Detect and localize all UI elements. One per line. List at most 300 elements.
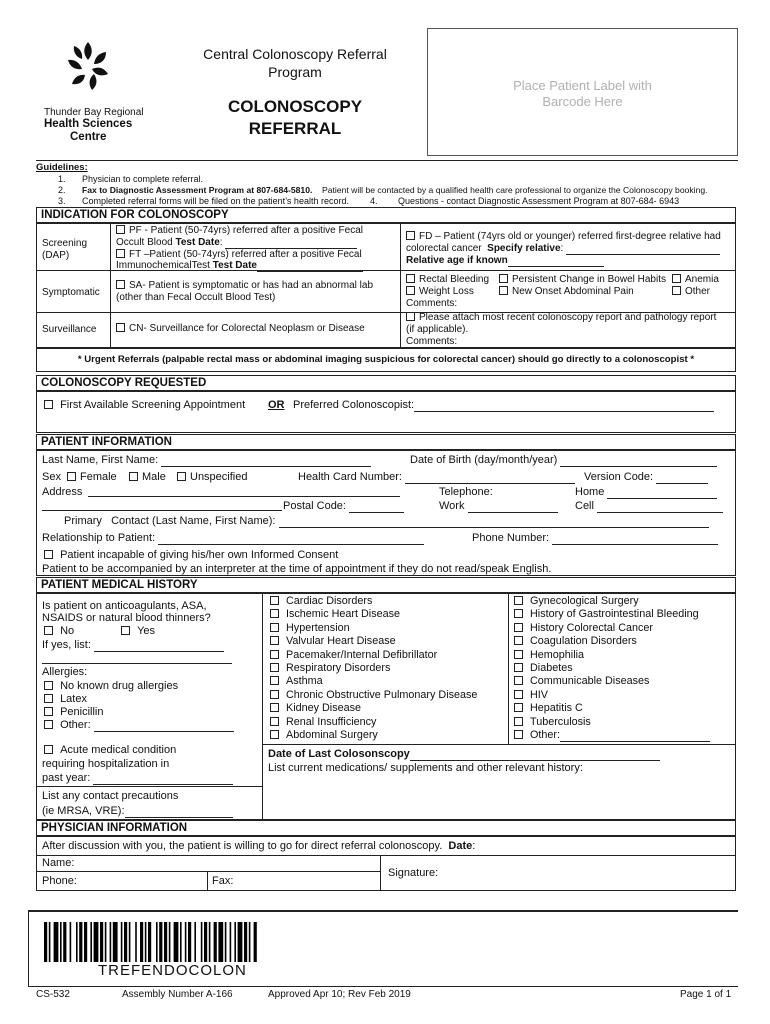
sa-line2: (other than Fecal Occult Blood Test) [116,292,276,303]
condition-checkbox[interactable] [514,623,523,632]
patient-info-heading: PATIENT INFORMATION [36,434,736,450]
pf-text: PF - Patient (50-74yrs) referred after a positive Fecal [129,225,363,236]
guideline-2-num: 2. [58,185,66,195]
if-yes-field-2[interactable] [42,653,232,664]
program-title-line1: Central Colonoscopy Referral [203,46,387,62]
cn-checkbox[interactable] [116,323,125,332]
condition-label: Ischemic Heart Disease [283,608,401,621]
barcode-bar [145,922,147,962]
pf-option[interactable] [116,225,363,237]
home-label: Home [575,486,605,498]
condition-label: Respiratory Disorders [283,662,391,674]
guidelines-heading: Guidelines: [36,162,88,173]
condition-item[interactable] [514,622,653,635]
ft-checkbox[interactable] [116,249,125,258]
acute-condition-option[interactable] [44,744,176,757]
relationship-label: Relationship to Patient: [42,532,156,544]
female-label: Female [80,471,117,483]
no-known-allergies-checkbox[interactable] [44,681,53,690]
condition-label: Diabetes [527,662,573,674]
physician-heading: PHYSICIAN INFORMATION [36,820,736,836]
barcode-bar [169,922,171,962]
attach-report-text: Please attach most recent colonoscopy report and pathology report [419,312,717,323]
urgent-note: * Urgent Referrals (palpable rectal mass or abdominal imaging suspicious for colorectal cancer) should go directly to a colonoscopist * [77,354,695,365]
condition-item[interactable] [514,702,583,715]
barcode-bar [129,922,131,962]
condition-item[interactable] [270,716,376,729]
barcode-bar [76,922,78,962]
anemia-option[interactable] [672,274,719,286]
barcode-bar [135,922,137,962]
guideline-4-num: 4. [370,196,378,206]
phys-row-divider [36,855,736,856]
phys-col-divider [380,855,381,891]
contact-precautions-1: List any contact precautions [42,790,179,802]
condition-label: Renal Insufficiency [283,715,377,728]
version-code [584,471,708,484]
female-checkbox[interactable] [67,472,76,481]
condition-checkbox[interactable] [514,663,523,672]
last-colonoscopy-label: Date of Last Colosonscopy [268,748,410,760]
condition-label: Chronic Obstructive Pulmonary Disease [283,688,478,701]
sex-label: Sex [42,471,61,483]
dob-field[interactable] [560,456,717,467]
other-symptom-checkbox[interactable] [672,286,681,295]
cn-option[interactable] [116,323,365,335]
symptomatic-label: Symptomatic [42,287,100,298]
male-checkbox[interactable] [129,472,138,481]
condition-label: Communicable Diseases [527,675,650,688]
indication-heading: INDICATION FOR COLONOSCOPY [36,207,736,223]
telephone-label: Telephone: [439,486,493,498]
barcode-bar [148,922,151,962]
condition-checkbox[interactable] [514,703,523,712]
condition-item[interactable] [270,662,390,675]
condition-checkbox[interactable] [270,596,279,605]
patient-label-text-1: Place Patient Label with [513,78,652,93]
discussion-text: After discussion with you, the patient is willing to go for direct referral colonoscopy. [42,840,443,852]
barcode-bar [214,922,217,962]
physician-name-label[interactable]: Name: [42,857,75,869]
persistent-change-option[interactable] [499,274,666,286]
condition-label: Cardiac Disorders [283,595,373,607]
condition-label: Asthma [283,675,323,688]
barcode-bar [244,922,247,962]
first-available-checkbox[interactable] [44,400,53,409]
latex-option[interactable] [44,693,87,706]
screening-label: Screening [42,238,88,249]
program-title-line2: Program [268,64,322,80]
other-allergy-checkbox[interactable] [44,720,53,729]
surveillance-line2: (if applicable). [406,324,469,335]
first-available-option[interactable] [44,399,245,412]
fd-cancer: colorectal cancer [406,243,482,254]
last-colonoscopy [268,748,660,761]
rectal-bleeding-label: Rectal Bleeding [419,274,490,285]
anticoag-no-label: No [60,625,75,637]
barcode-bar [94,922,99,962]
ft-test-date-field[interactable] [257,261,363,272]
pf-checkbox[interactable] [116,225,125,234]
persistent-change-label: Persistent Change in Bowel Habits [512,274,666,285]
rectal-bleeding-option[interactable] [406,274,489,286]
anticoag-question-2: NSAIDS or natural blood thinners? [42,612,211,624]
condition-checkbox[interactable] [514,636,523,645]
acute-condition-checkbox[interactable] [44,745,53,754]
screening-label-dap: (DAP) [42,250,70,261]
cell-phone-field[interactable] [597,502,723,513]
header-divider [36,160,738,161]
physician-phone-label[interactable]: Phone: [42,875,77,887]
condition-label: History Colorectal Cancer [527,621,654,634]
condition-label: Kidney Disease [283,702,362,715]
phys-col-divider-2 [207,871,208,891]
postal-field[interactable] [349,502,404,513]
barcode-bar [121,922,123,962]
past-year-label: past year: [42,772,91,784]
footer-bottom-rule [28,986,738,987]
physician-discussion: After discussion with you, the patient is willing to go for direct referral colonoscopy. Date: [42,840,476,852]
sex-female-option[interactable] [67,471,117,484]
abdominal-pain-label: New Onset Abdominal Pain [512,286,634,297]
condition-item[interactable] [270,622,350,635]
cell-label: Cell [575,500,594,512]
primary-contact [64,515,709,528]
barcode-text: TREFENDOCOLON [98,962,247,979]
guideline-2-bold: Fax to Diagnostic Assessment Program at 807-684-5810. [82,185,313,195]
condition-item[interactable] [514,608,699,621]
condition-label: Pacemaker/Internal Defibrillator [283,648,438,661]
fd-line2: colorectal cancer Specify relative: [406,243,720,255]
org-name-line2: Health Sciences [44,118,133,130]
anticoag-question-1: Is patient on anticoagulants, ASA, [42,600,207,612]
condition-label: Coagulation Disorders [527,635,637,648]
condition-item[interactable] [270,729,378,742]
col-divider [110,223,111,348]
rectal-bleeding-checkbox[interactable] [406,274,415,283]
preferred-label: Preferred Colonoscopist: [293,399,415,411]
allergies-label: Allergies: [42,666,88,678]
barcode-bar [54,922,59,962]
incapable-consent-label: Patient incapable of giving his/her own Informed Consent [60,549,339,561]
condition-item[interactable] [514,649,584,662]
if-yes-list [42,639,224,652]
past-year-field[interactable] [93,774,233,785]
symptomatic-comments[interactable]: Comments: [406,298,458,309]
condition-item[interactable] [514,716,591,729]
barcode-bar [110,922,112,962]
condition-label: Hemophilia [527,648,585,661]
acute-condition-line3 [42,772,233,785]
condition-item[interactable] [514,635,637,648]
condition-checkbox[interactable] [270,690,279,699]
unspecified-checkbox[interactable] [177,472,186,481]
sa-checkbox[interactable] [116,280,125,289]
if-yes-field-1[interactable] [94,641,224,652]
contact-precautions-field[interactable] [125,807,233,818]
guideline-1: Physician to complete referral. [82,174,204,184]
barcode-bar [174,922,179,962]
page-number: Page 1 of 1 [680,989,732,1000]
barcode-bar [63,922,66,962]
barcode-bar [238,922,243,962]
barcode-bar [230,922,232,962]
sex-male-option[interactable] [129,471,166,484]
fd-text: FD – Patient (74yrs old or younger) referred first-degree relative had [419,231,721,242]
anemia-checkbox[interactable] [672,274,681,283]
home-phone [575,486,717,499]
pf-test-date-field[interactable] [225,238,357,249]
weight-loss-checkbox[interactable] [406,286,415,295]
phys-row-divider-2 [36,871,380,872]
condition-checkbox[interactable] [270,730,279,739]
fd-relative-field[interactable] [566,244,720,255]
health-card [298,471,575,484]
footer-divider [28,910,738,912]
condition-other-field[interactable] [560,731,710,742]
version-label: Version Code: [584,471,654,483]
barcode-bar [84,922,87,962]
condition-item[interactable] [270,675,323,688]
org-name-line1: Thunder Bay Regional [44,107,144,118]
interpreter-note: Patient to be accompanied by an interpreter at the time of appointment if they do not read/speak English. [42,563,552,575]
surveillance-comments[interactable]: Comments: [406,336,458,347]
barcode-bar [209,922,211,962]
abdominal-pain-checkbox[interactable] [499,286,508,295]
condition-checkbox[interactable] [270,636,279,645]
primary-contact-field[interactable] [279,517,709,528]
pf-occult: Occult Blood [116,237,173,248]
anticoag-no-option[interactable] [44,625,74,638]
barcode-bar [188,922,191,962]
sa-text: SA- Patient is symptomatic or has had an abnormal lab [129,280,374,291]
condition-item[interactable] [270,635,396,648]
form-title-line2: REFERRAL [248,119,342,138]
condition-item[interactable] [270,608,400,621]
mh-row-divider-left [36,786,262,787]
other-allergy-field[interactable] [94,721,234,732]
footer-left-rule [28,910,29,987]
condition-label: Valvular Heart Disease [283,635,396,648]
persistent-change-checkbox[interactable] [499,274,508,283]
condition-checkbox[interactable] [514,690,523,699]
anemia-label: Anemia [685,274,719,285]
anticoag-yes-checkbox[interactable] [121,626,130,635]
contact-precautions-label: (ie MRSA, VRE): [42,805,125,817]
fd-option[interactable] [406,231,721,243]
address-field-2[interactable] [42,500,282,511]
phone-number-field[interactable] [552,534,718,545]
physician-signature-label[interactable]: Signature: [388,867,439,879]
if-yes-label: If yes, list: [42,639,91,651]
barcode-bar [140,922,143,962]
acute-condition-line2: requiring hospitalization in [42,758,170,770]
barcode-bar [254,922,257,962]
version-field[interactable] [656,473,708,484]
barcode [44,922,330,962]
acute-condition-label: Acute medical condition [60,744,177,756]
patient-label-text-2: Barcode Here [542,94,623,109]
postal-label: Postal Code: [283,500,346,512]
guideline-2-rest: Patient will be contacted by a qualified health care professional to organize the Colonoscopy booking. [322,185,708,195]
condition-item[interactable] [514,595,639,608]
other-allergy-label: Other: [60,719,91,731]
form-title-line1: COLONOSCOPY [227,97,363,116]
col-divider [400,223,401,348]
postal-code [283,500,404,513]
mh-col-divider [262,593,263,820]
mh-col-divider-2 [508,593,509,744]
condition-label: Hepatitis C [527,702,583,715]
incapable-consent-option[interactable] [44,549,338,562]
work-phone [439,500,558,513]
form-id: CS-532 [36,989,70,1000]
first-available-label: First Available Screening Appointment [60,399,246,411]
barcode-bar [124,922,127,962]
incapable-consent-checkbox[interactable] [44,550,53,559]
condition-item[interactable] [514,662,573,675]
work-phone-field[interactable] [468,502,558,513]
home-phone-field[interactable] [607,488,717,499]
unspecified-label: Unspecified [190,471,248,483]
other-symptom-option[interactable] [672,286,710,298]
fd-checkbox[interactable] [406,231,415,240]
weight-loss-option[interactable] [406,286,474,298]
guideline-1-num: 1. [58,174,66,184]
work-label: Work [439,500,465,512]
physician-date-label[interactable]: Date [448,840,473,852]
org-name-line3: Centre [70,131,107,143]
barcode-bar [70,922,72,962]
condition-checkbox[interactable] [514,717,523,726]
fd-age-field[interactable] [508,256,604,267]
relationship [42,532,424,545]
barcode-bar [234,922,236,962]
barcode-bar [60,922,62,962]
patient-name-label: Last Name, First Name: [42,454,159,466]
health-card-field[interactable] [405,473,575,484]
dob-label: Date of Birth (day/month/year) [410,454,558,466]
guideline-3-num: 3. [58,196,66,206]
male-label: Male [142,471,166,483]
condition-checkbox[interactable] [514,596,523,605]
barcode-bar [79,922,82,962]
barcode-bars [44,922,330,962]
primary-contact-label: Contact (Last Name, First Name): [111,515,276,527]
penicillin-option[interactable] [44,706,103,719]
anticoag-no-checkbox[interactable] [44,626,53,635]
barcode-bar [44,922,47,962]
surveillance-attach[interactable] [406,312,716,324]
ft-immuno: ImmunochemicalTest [116,260,210,271]
condition-checkbox[interactable] [270,609,279,618]
sex-unspecified-option[interactable] [177,471,247,484]
patient-name-field[interactable] [161,456,371,467]
condition-item[interactable] [514,689,548,702]
primary-label: Primary [64,515,102,527]
barcode-bar [218,922,223,962]
guideline-3: Completed referral forms will be filed on the patient’s health record. [82,196,349,206]
latex-label: Latex [60,693,87,705]
condition-checkbox[interactable] [270,676,279,685]
patient-dob [410,454,717,467]
condition-checkbox[interactable] [270,663,279,672]
barcode-bar [100,922,103,962]
barcode-bar [185,922,187,962]
condition-item[interactable] [514,729,710,742]
cn-text: CN- Surveillance for Colorectal Neoplasm or Disease [129,323,365,334]
anticoag-yes-label: Yes [137,625,156,637]
address-field-1[interactable] [88,486,400,497]
patient-name [42,454,371,467]
barcode-bar [225,922,227,962]
condition-label: Gynecological Surgery [527,595,639,607]
condition-checkbox[interactable] [514,609,523,618]
no-known-allergies-option[interactable] [44,680,178,693]
condition-checkbox[interactable] [514,676,523,685]
condition-item[interactable] [270,702,361,715]
last-colonoscopy-field[interactable] [410,750,660,761]
condition-label: Tuberculosis [527,715,591,728]
pf-test-date-label: Test Date [175,237,220,248]
condition-checkbox[interactable] [270,623,279,632]
condition-label: History of Gastrointestinal Bleeding [527,608,699,621]
medical-history-heading: PATIENT MEDICAL HISTORY [36,577,736,593]
barcode-bar [90,922,92,962]
relationship-field[interactable] [158,534,424,545]
condition-item[interactable] [514,675,649,688]
condition-checkbox[interactable] [270,717,279,726]
surveillance-label: Surveillance [42,324,97,335]
attach-report-checkbox[interactable] [406,312,415,321]
ft-text: FT –Patient (50-74yrs) referred after a positive Fecal [129,249,362,260]
condition-checkbox[interactable] [514,730,523,739]
condition-checkbox[interactable] [514,650,523,659]
condition-checkbox[interactable] [270,703,279,712]
or-label: OR [268,399,285,411]
abdominal-pain-option[interactable] [499,286,634,298]
barcode-bar [249,922,251,962]
logo-flower-icon [62,38,114,100]
other-symptom-label: Other [685,286,711,297]
condition-item[interactable] [270,595,372,608]
health-card-label: Health Card Number: [298,471,402,483]
condition-label: Other: [527,729,561,741]
condition-label: Abdominal Surgery [283,729,378,741]
anticoag-yes-option[interactable] [121,625,155,638]
barcode-bar [156,922,158,962]
condition-label: Hypertension [283,621,350,634]
sa-option[interactable] [116,280,373,292]
contact-precautions-2 [42,805,233,818]
condition-item[interactable] [270,689,477,702]
cell-phone [575,500,723,513]
preferred-colonoscopist [293,399,714,412]
condition-checkbox[interactable] [270,650,279,659]
phone-number [472,532,718,545]
condition-item[interactable] [270,649,437,662]
guideline-4: Questions - contact Diagnostic Assessment Program at 807-684- 6943 [398,196,680,206]
physician-fax-label[interactable]: Fax: [212,875,234,887]
condition-label: HIV [527,688,548,701]
other-allergy-option[interactable] [44,719,234,732]
pf-line2: Occult Blood Test Date: [116,237,357,249]
barcode-bar [204,922,207,962]
preferred-field[interactable] [414,401,714,412]
colonoscopy-requested-box [36,391,736,433]
penicillin-checkbox[interactable] [44,707,53,716]
latex-checkbox[interactable] [44,694,53,703]
